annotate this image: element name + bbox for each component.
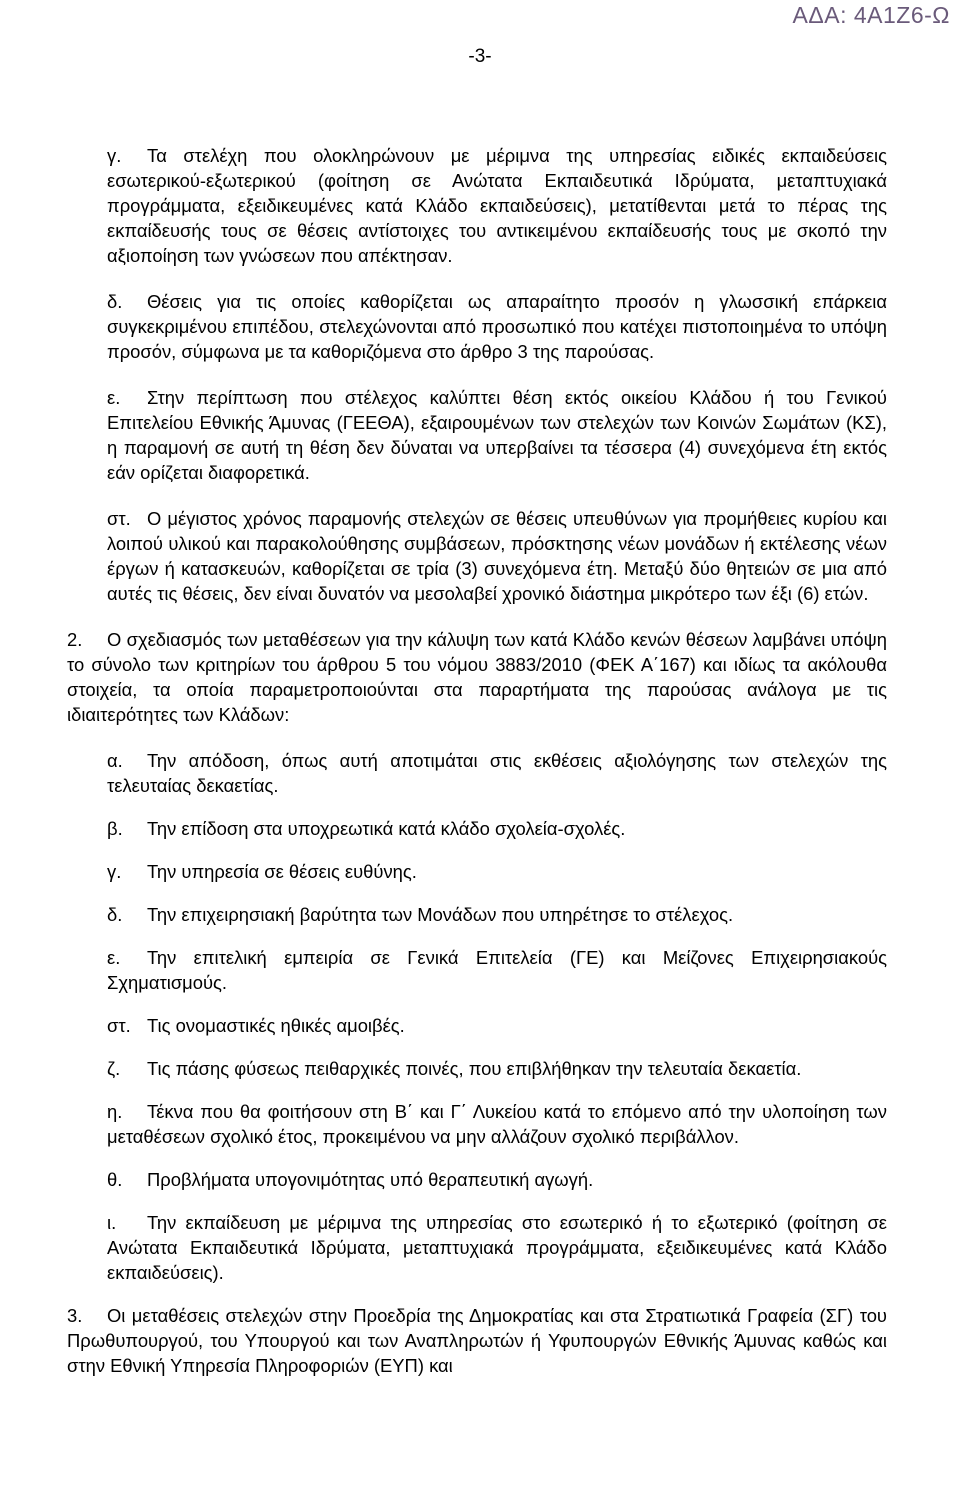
item-text: Την επιχειρησιακή βαρύτητα των Μονάδων που υπηρέτησε το στέλεχος. [147,904,734,925]
paragraph-item-epsilon [27,385,887,485]
item-text: Την απόδοση, όπως αυτή αποτιμάται στις εκθέσεις αξιολόγησης των στελεχών της τελευταίας δεκαετίας. [107,750,887,796]
item-label: ι. [107,1212,117,1233]
criterion-item-theta [27,1167,887,1192]
item-text: Την επιτελική εμπειρία σε Γενικά Επιτελεία (ΓΕ) και Μείζονες Επιχειρησιακούς Σχηματισμούς. [107,947,887,993]
criterion-item-zeta [27,1056,887,1081]
paragraph-section-3 [27,1303,887,1378]
item-text: Θέσεις για τις οποίες καθορίζεται ως απαραίτητο προσόν η γλωσσική επάρκεια συγκεκριμένου επιπέδου, στελεχώνονται από προσωπικό που κατέχει πιστοποιημένα το υπόψη προσόν, σύμφωνα με τα καθοριζόμενα στο άρθρο 3 της παρούσας. [107,291,887,362]
paragraph-item-gamma [27,143,887,268]
item-label: ε. [107,947,121,968]
ada-code: ΑΔΑ: 4Α1Ζ6-Ω [792,2,950,28]
section-label: 2. [67,629,83,650]
item-text: Ο μέγιστος χρόνος παραμονής στελεχών σε θέσεις υπευθύνων για προμήθειες κυρίου και λοιπού υλικού και παρακολούθησης συμβάσεων, πρόσκτησης νέων μονάδων ή εκτέλεσης νέων έργων ή κατασκευών, καθορίζεται σε τρία (3) συνεχόμενα έτη. Μεταξύ δύο θητειών σε μια από αυτές τις θέσεις, δεν είναι δυνατόν να μεσολαβεί χρονικό διάστημα μικρότερο των έξι (6) ετών. [107,508,887,604]
criterion-item-st [27,1013,887,1038]
item-text: Την επίδοση στα υποχρεωτικά κατά κλάδο σχολεία-σχολές. [147,818,626,839]
item-label: δ. [107,291,123,312]
criterion-item-alpha [27,748,887,798]
item-text: Τις πάσης φύσεως πειθαρχικές ποινές, που επιβλήθηκαν την τελευταία δεκαετία. [147,1058,802,1079]
item-label: γ. [107,861,122,882]
item-text: Τις ονομαστικές ηθικές αμοιβές. [147,1015,405,1036]
item-label: ε. [107,387,121,408]
criterion-item-beta [27,816,887,841]
section-text: Οι μεταθέσεις στελεχών στην Προεδρία της Δημοκρατίας και στα Στρατιωτικά Γραφεία (ΣΓ) του Πρωθυπουργού, του Υπουργού και των Αναπληρωτών ή Υφυπουργών Εθνικής Άμυνας καθώς και στην Εθνική Υπηρεσία Πληροφοριών (ΕΥΠ) και [67,1305,887,1376]
criterion-item-eta [27,1099,887,1149]
item-label: α. [107,750,123,771]
section-text: Ο σχεδιασμός των μεταθέσεων για την κάλυψη των κατά Κλάδο κενών θέσεων λαμβάνει υπόψη το σύνολο των κριτηρίων του άρθρου 5 του νόμου 3883/2010 (ΦΕΚ Α΄167) και ιδίως τα ακόλουθα στοιχεία, τα οποία παραμετροποιούνται στα παραρτήματα της παρούσας ανάλογα με τις ιδιαιτερότητες των Κλάδων: [67,629,887,725]
item-label: β. [107,818,123,839]
criterion-item-gamma [27,859,887,884]
item-label: στ. [107,508,131,529]
criterion-item-delta [27,902,887,927]
page-number: -3- [468,46,492,67]
criterion-item-iota [27,1210,887,1285]
criterion-item-epsilon [27,945,887,995]
item-text: Τα στελέχη που ολοκληρώνουν με μέριμνα της υπηρεσίας ειδικές εκπαιδεύσεις εσωτερικού-εξωτερικού (φοίτηση σε Ανώτατα Εκπαιδευτικά Ιδρύματα, μεταπτυχιακά προγράμματα, εξειδικευμένες κατά Κλάδο εκπαιδεύσεις), μετατίθενται μετά το πέρας της εκπαίδευσής τους σε θέσεις αντίστοιχες του αντικειμένου εκπαίδευσής τους με σκοπό την αξιοποίηση των γνώσεων που απέκτησαν. [107,145,887,266]
item-label: γ. [107,145,122,166]
item-text: Τέκνα που θα φοιτήσουν στη Β΄ και Γ΄ Λυκείου κατά το επόμενο από την υλοποίηση των μεταθέσεων σχολικό έτος, προκειμένου να μην αλλάζουν σχολικό περιβάλλον. [107,1101,887,1147]
item-label: ζ. [107,1058,121,1079]
item-text: Στην περίπτωση που στέλεχος καλύπτει θέση εκτός οικείου Κλάδου ή του Γενικού Επιτελείου Εθνικής Άμυνας (ΓΕΕΘΑ), εξαιρουμένων των στελεχών των Κοινών Σωμάτων (ΚΣ), η παραμονή σε αυτή τη θέση δεν δύναται να υπερβαίνει τα τέσσερα (4) συνεχόμενα έτη εκτός εάν ορίζεται διαφορετικά. [107,387,887,483]
paragraph-section-2 [27,627,887,727]
section-label: 3. [67,1305,83,1326]
item-text: Την υπηρεσία σε θέσεις ευθύνης. [147,861,417,882]
item-label: δ. [107,904,123,925]
item-label: η. [107,1101,123,1122]
item-text: Την εκπαίδευση με μέριμνα της υπηρεσίας στο εσωτερικό ή το εξωτερικό (φοίτηση σε Ανώτατα Εκπαιδευτικά Ιδρύματα, μεταπτυχιακά προγράμματα, εξειδικευμένες κατά Κλάδο εκπαιδεύσεις). [107,1212,887,1283]
document-body [27,143,887,1399]
paragraph-item-st [27,506,887,606]
item-text: Προβλήματα υπογονιμότητας υπό θεραπευτική αγωγή. [147,1169,594,1190]
item-label: στ. [107,1015,131,1036]
paragraph-item-delta [27,289,887,364]
item-label: θ. [107,1169,123,1190]
